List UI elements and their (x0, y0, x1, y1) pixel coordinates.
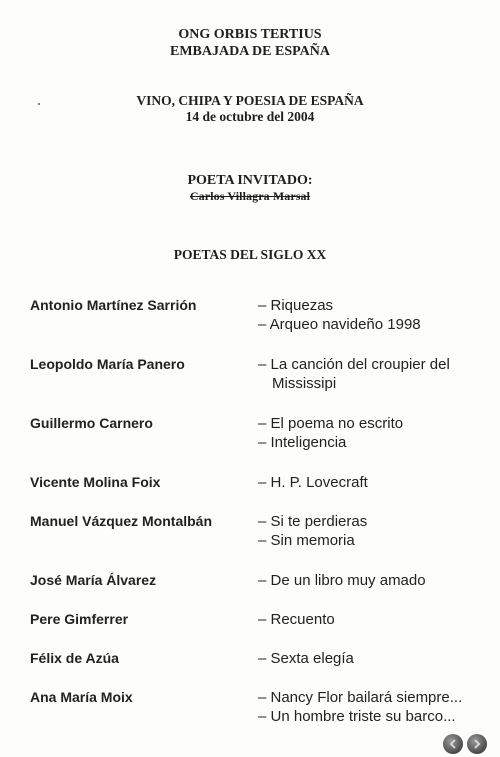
poem-list (258, 296, 492, 334)
poem-list (258, 473, 492, 492)
event-info (0, 93, 500, 125)
section-title: POETAS DEL SIGLO XX (173, 247, 327, 262)
poet-name: Ana María Moix (30, 689, 133, 705)
document-header (0, 26, 500, 60)
guest-poet (0, 172, 500, 204)
prev-page-button[interactable] (443, 734, 463, 754)
guest-label: POETA INVITADO: (187, 173, 313, 188)
page-navigation (443, 734, 487, 754)
poem-list (258, 355, 492, 393)
poem-list (258, 512, 492, 550)
guest-name: Carlos Villagra Marsal (189, 189, 311, 203)
arrow-right-icon (470, 737, 484, 751)
paper-speck (38, 103, 40, 105)
event-date: 14 de octubre del 2004 (185, 109, 315, 124)
embassy-name: EMBAJADA DE ESPAÑA (170, 44, 330, 59)
poem-title: – De un libro muy amado (258, 572, 426, 589)
poem-list (258, 688, 492, 726)
event-title: VINO, CHIPA Y POESIA DE ESPAÑA (136, 93, 364, 108)
poem-title: – Inteligencia (258, 434, 347, 451)
arrow-left-icon (446, 737, 460, 751)
poet-name: Félix de Azúa (30, 650, 119, 666)
poet-name: Vicente Molina Foix (30, 474, 161, 490)
poem-title: – H. P. Lovecraft (258, 474, 368, 491)
poem-list (258, 414, 492, 452)
poem-title: – Sin memoria (258, 532, 355, 549)
poet-name: José María Álvarez (30, 572, 157, 588)
poem-title: – Recuento (258, 611, 335, 628)
poet-name: Antonio Martínez Sarrión (30, 297, 197, 313)
next-page-button[interactable] (467, 734, 487, 754)
poem-title: – Si te perdieras (258, 513, 368, 530)
poet-name: Manuel Vázquez Montalbán (30, 513, 213, 529)
poem-title: – Arqueo navideño 1998 (258, 316, 421, 333)
poem-title: – La canción del croupier del Mississipi (258, 356, 450, 392)
poem-list (258, 649, 492, 668)
poem-list (258, 610, 492, 629)
poet-name: Pere Gimferrer (30, 611, 129, 627)
poem-title: – Riquezas (258, 297, 334, 314)
poem-title: – Nancy Flor bailará siempre... (258, 689, 463, 706)
poem-title: – El poema no escrito (258, 415, 404, 432)
poem-title: – Un hombre triste su barco... (258, 708, 456, 725)
org-name: ONG ORBIS TERTIUS (178, 27, 322, 42)
poem-list (258, 571, 492, 590)
poet-name: Leopoldo María Panero (30, 356, 185, 372)
poet-name: Guillermo Carnero (30, 415, 153, 431)
poem-title: – Sexta elegía (258, 650, 354, 667)
